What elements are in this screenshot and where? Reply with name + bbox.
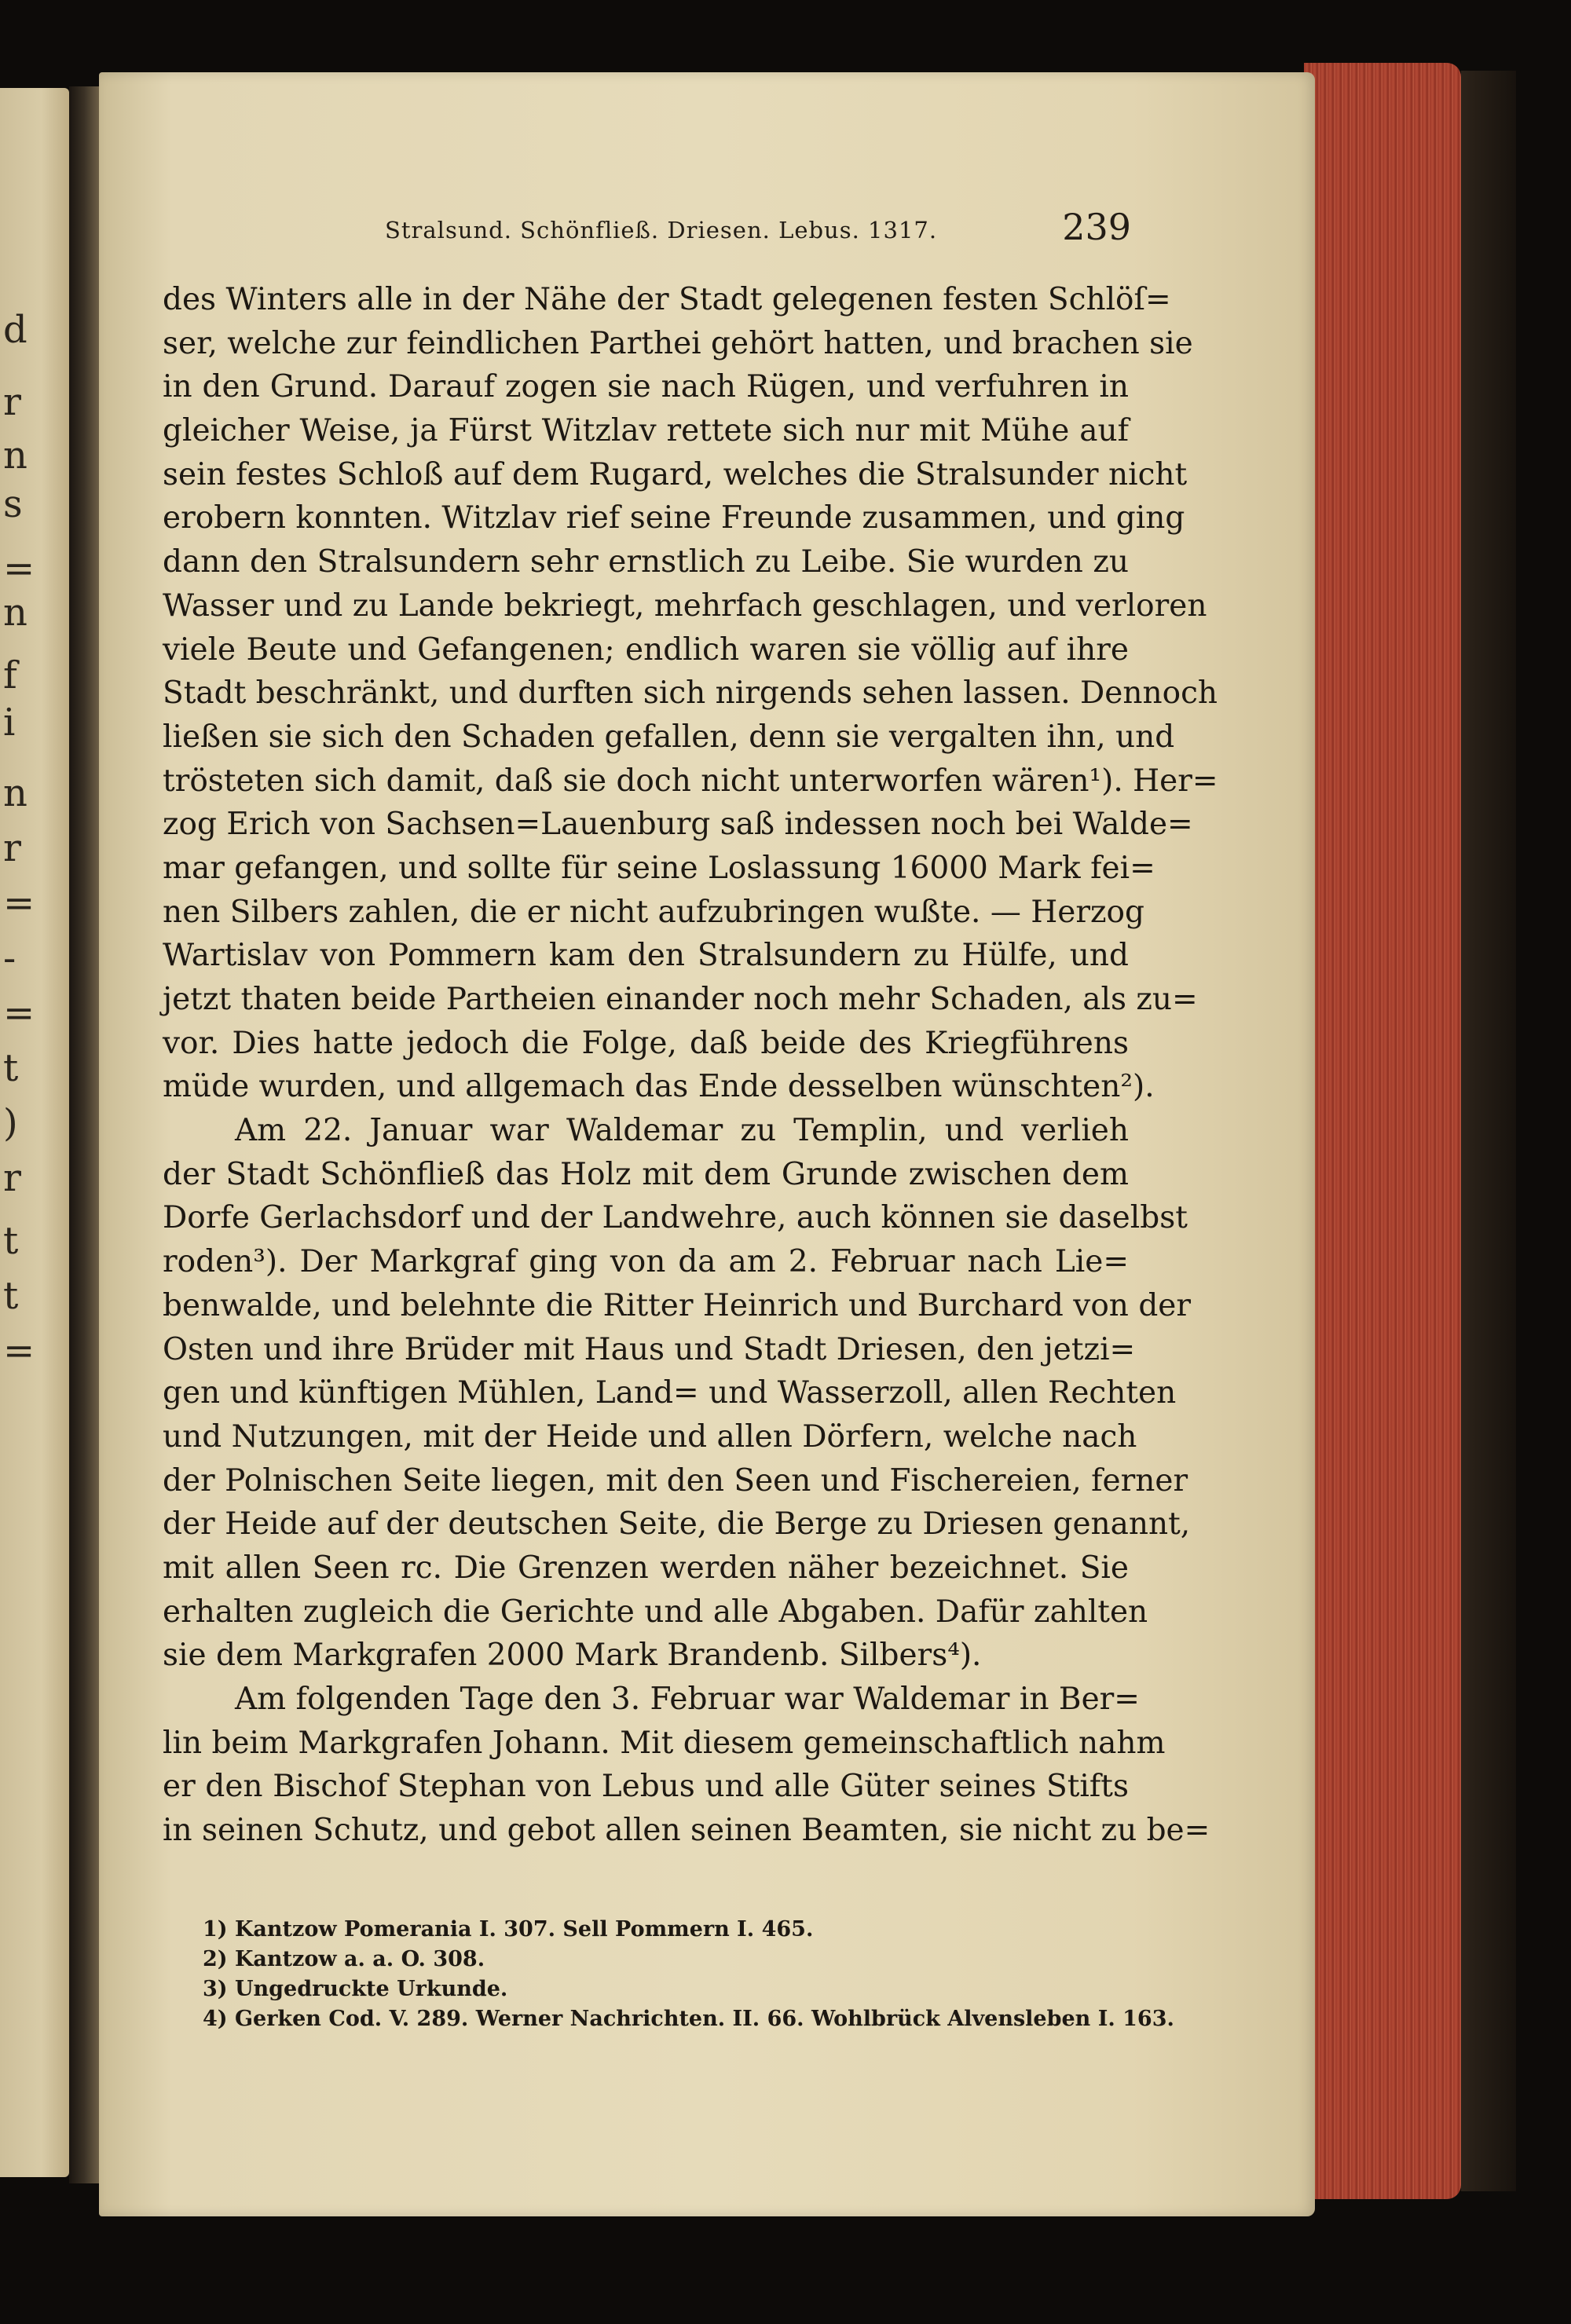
left-page-edge: [0, 88, 69, 2177]
left-page-fragment: =: [3, 991, 35, 1035]
left-page-fragment: =: [3, 1329, 35, 1373]
left-page-fragment: r: [3, 1156, 21, 1200]
body-line: des Winters alle in der Nähe der Stadt gelegenen festen Schlöſ=: [163, 282, 1171, 317]
body-line: zog Erich von Sachsen=Lauenburg saß indessen noch bei Walde=: [163, 807, 1193, 843]
left-page-fragment: =: [3, 881, 35, 925]
body-line: vor. Dies hatte jedoch die Folge, daß beide des Kriegführens: [163, 1025, 1129, 1061]
body-line: Wasser und zu Lande bekriegt, mehrfach geschlagen, und verloren: [163, 587, 1207, 624]
body-line: Wartislav von Pommern kam den Stralsundern zu Hülfe, und: [163, 938, 1129, 974]
left-page-fragment: t: [3, 1274, 19, 1318]
body-line: in den Grund. Darauf zogen sie nach Rügen, und verfuhren in: [163, 369, 1129, 405]
body-line: erobern konnten. Witzlav rief seine Freunde zusammen, und ging: [163, 500, 1185, 536]
body-line: sie dem Markgrafen 2000 Mark Brandenb. Silbers⁴).: [163, 1638, 982, 1674]
left-page-fragment: n: [3, 434, 27, 478]
body-line: Am folgenden Tage den 3. Februar war Waldemar in Ber=: [235, 1682, 1140, 1717]
left-page-fragment: t: [3, 1219, 19, 1263]
left-page-fragment: =: [3, 547, 35, 591]
left-page-fragment: n: [3, 771, 27, 815]
body-line: viele Beute und Gefangenen; endlich waren sie völlig auf ihre: [163, 631, 1129, 668]
body-line: der Polnischen Seite liegen, mit den Seen und Fischereien, ferner: [163, 1462, 1188, 1499]
body-line: jetzt thaten beide Partheien einander noch mehr Schaden, als zu=: [163, 982, 1198, 1017]
body-line: er den Bischof Stephan von Lebus und alle Güter seines Stifts: [163, 1769, 1129, 1805]
body-line: müde wurden, und allgemach das Ende desselben wünschten²).: [163, 1069, 1155, 1105]
body-line: mit allen Seen rc. Die Grenzen werden näher bezeichnet. Sie: [163, 1550, 1129, 1586]
left-page-fragment: r: [3, 826, 21, 870]
footnote: 3) Ungedruckte Urkunde.: [203, 1977, 508, 2001]
body-line: Am 22. Januar war Waldemar zu Templin, und verlieh: [235, 1113, 1129, 1149]
body-line: benwalde, und belehnte die Ritter Heinrich und Burchard von der: [163, 1287, 1192, 1323]
body-line: trösteten sich damit, daß sie doch nicht unterworfen wären¹). Her=: [163, 763, 1218, 799]
body-line: lin beim Markgrafen Johann. Mit diesem gemeinschaftlich nahm: [163, 1725, 1166, 1761]
page-fore-edge: [1304, 63, 1461, 2199]
body-line: Osten und ihre Brüder mit Haus und Stadt Driesen, den jetzi=: [163, 1331, 1136, 1367]
left-page-fragment: s: [3, 482, 23, 526]
body-line: der Heide auf der deutschen Seite, die Berge zu Driesen genannt,: [163, 1506, 1191, 1543]
body-line: der Stadt Schönfließ das Holz mit dem Grunde zwischen dem: [163, 1156, 1129, 1192]
footnote: 2) Kantzow a. a. O. 308.: [203, 1947, 485, 1971]
body-line: erhalten zugleich die Gerichte und alle Abgaben. Dafür zahlten: [163, 1594, 1148, 1630]
body-line: dann den Stralsundern sehr ernstlich zu Leibe. Sie wurden zu: [163, 544, 1129, 580]
footnote: 4) Gerken Cod. V. 289. Werner Nachrichten. II. 66. Wohlbrück Alvensleben I. 163.: [203, 2007, 1174, 2031]
body-line: Stadt beschränkt, und durften sich nirgends sehen lassen. Dennoch: [163, 675, 1218, 712]
body-line: gleicher Weise, ja Fürst Witzlav rettete sich nur mit Mühe auf: [163, 413, 1129, 449]
running-head: Stralsund. Schönfließ. Driesen. Lebus. 1317.: [385, 217, 938, 243]
body-text: [163, 278, 1218, 1853]
body-line: und Nutzungen, mit der Heide und allen Dörfern, welche nach: [163, 1418, 1137, 1455]
left-page-fragment: i: [3, 701, 16, 745]
left-page-fragment: f: [3, 653, 17, 697]
body-line: sein festes Schloß auf dem Rugard, welches die Stralsunder nicht: [163, 456, 1188, 492]
body-line: gen und künftigen Mühlen, Land= und Wasserzoll, allen Rechten: [163, 1375, 1177, 1411]
footnote: 1) Kantzow Pomerania I. 307. Sell Pommern I. 465.: [203, 1917, 814, 1942]
book-gutter: [69, 86, 99, 2183]
body-line: Dorfe Gerlachsdorf und der Landwehre, auch können sie daselbst: [163, 1200, 1188, 1236]
body-line: ser, welche zur feindlichen Parthei gehört hatten, und brachen sie: [163, 325, 1193, 361]
left-page-fragment: r: [3, 380, 21, 424]
body-line: nen Silbers zahlen, die er nicht aufzubringen wußte. — Herzog: [163, 894, 1144, 930]
left-page-fragment: -: [3, 936, 16, 980]
body-line: roden³). Der Markgraf ging von da am 2. Februar nach Lie=: [163, 1244, 1129, 1280]
left-page-fragment: ): [3, 1101, 18, 1145]
body-line: mar gefangen, und sollte für seine Loslassung 16000 Mark fei=: [163, 850, 1155, 886]
body-line: ließen sie sich den Schaden gefallen, denn sie vergalten ihn, und: [163, 719, 1175, 755]
left-page-fragment: n: [3, 591, 27, 635]
footnotes: [203, 1915, 1174, 2034]
left-page-fragment: t: [3, 1046, 19, 1090]
body-line: in seinen Schutz, und gebot allen seinen Beamten, sie nicht zu be=: [163, 1813, 1210, 1849]
page-number: 239: [1062, 206, 1131, 248]
left-page-fragment: d: [3, 308, 27, 352]
book-cover-edge: [1461, 71, 1516, 2191]
